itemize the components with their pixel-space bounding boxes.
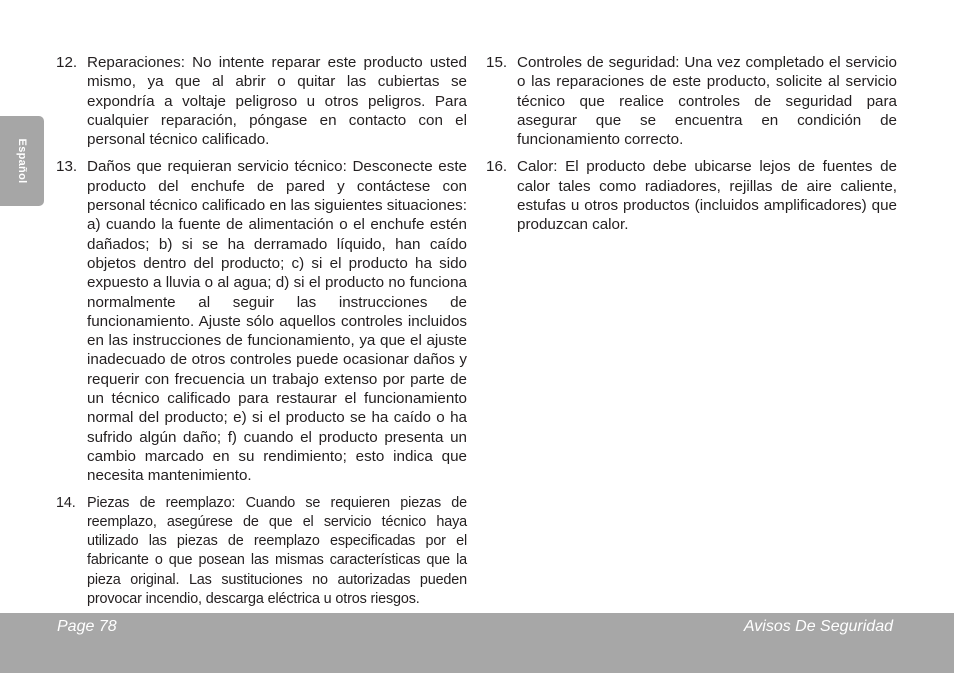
list-item bbox=[486, 157, 897, 234]
page-number: Page 78 bbox=[57, 618, 117, 635]
item-text: Piezas de reemplazo: Cuando se requieren piezas de reemplazo, asegúrese de que el servicio técnico haya utilizado las piezas de reemplazo especificadas por el fabricante o que posean las mismas características que la pieza original. Las sustituciones no autorizadas pueden provocar incendio, descarga eléctrica u otros riesgos. bbox=[87, 494, 467, 608]
list-item bbox=[486, 53, 897, 149]
list-item bbox=[56, 494, 467, 610]
item-number: 15. bbox=[486, 54, 508, 71]
item-number: 16. bbox=[486, 158, 508, 176]
item-number: 13. bbox=[56, 158, 78, 176]
list-item bbox=[56, 53, 467, 149]
page-footer bbox=[0, 613, 954, 673]
right-column bbox=[486, 53, 897, 243]
item-text: Controles de seguridad: Una vez completado el servicio o las reparaciones de este producto, solicite al servicio técnico que realice controles de seguridad para asegurar que se encuentra en condición de funcionamiento correcto. bbox=[517, 54, 897, 149]
item-number: 14. bbox=[56, 494, 76, 511]
item-text: Reparaciones: No intente reparar este producto usted mismo, ya que al abrir o quitar las cubiertas se expondría a voltaje peligroso u otros peligros. Para cualquier reparación, póngase en contacto con el personal técnico calificado. bbox=[87, 54, 467, 149]
section-title: Avisos De Seguridad bbox=[743, 618, 893, 635]
list-item bbox=[56, 157, 467, 485]
item-text: Calor: El producto debe ubicarse lejos de fuentes de calor tales como radiadores, rejillas de aire caliente, estufas u otros productos (incluidos amplificadores) que produzcan calor. bbox=[517, 158, 897, 234]
language-tab-label: Español bbox=[16, 138, 28, 184]
left-column bbox=[56, 53, 467, 617]
item-text: Daños que requieran servicio técnico: Desconecte este producto del enchufe de pared y contáctese con personal técnico calificado en las siguientes situaciones: a) cuando la fuente de alimentación o el enchufe estén dañados; b) si se ha derramado líquido, han caído objetos dentro del producto; c) si el producto ha sido expuesto a lluvia o al agua; d) si el producto no funciona normalmente al seguir las instrucciones de funcionamiento. Ajuste sólo aquellos controles incluidos en las instrucciones de funcionamiento, ya que el ajuste inadecuado de otros controles puede ocasionar daños y requerir con frecuencia un trabajo extenso por parte de un técnico calificado para restaurar el funcionamiento normal del producto; e) si el producto se ha caído o ha sufrido algún daño; f) cuando el producto presenta un cambio marcado en su rendimiento; esto indica que necesita mantenimiento. bbox=[87, 158, 467, 485]
language-tab bbox=[0, 116, 44, 206]
item-number: 12. bbox=[56, 54, 78, 71]
